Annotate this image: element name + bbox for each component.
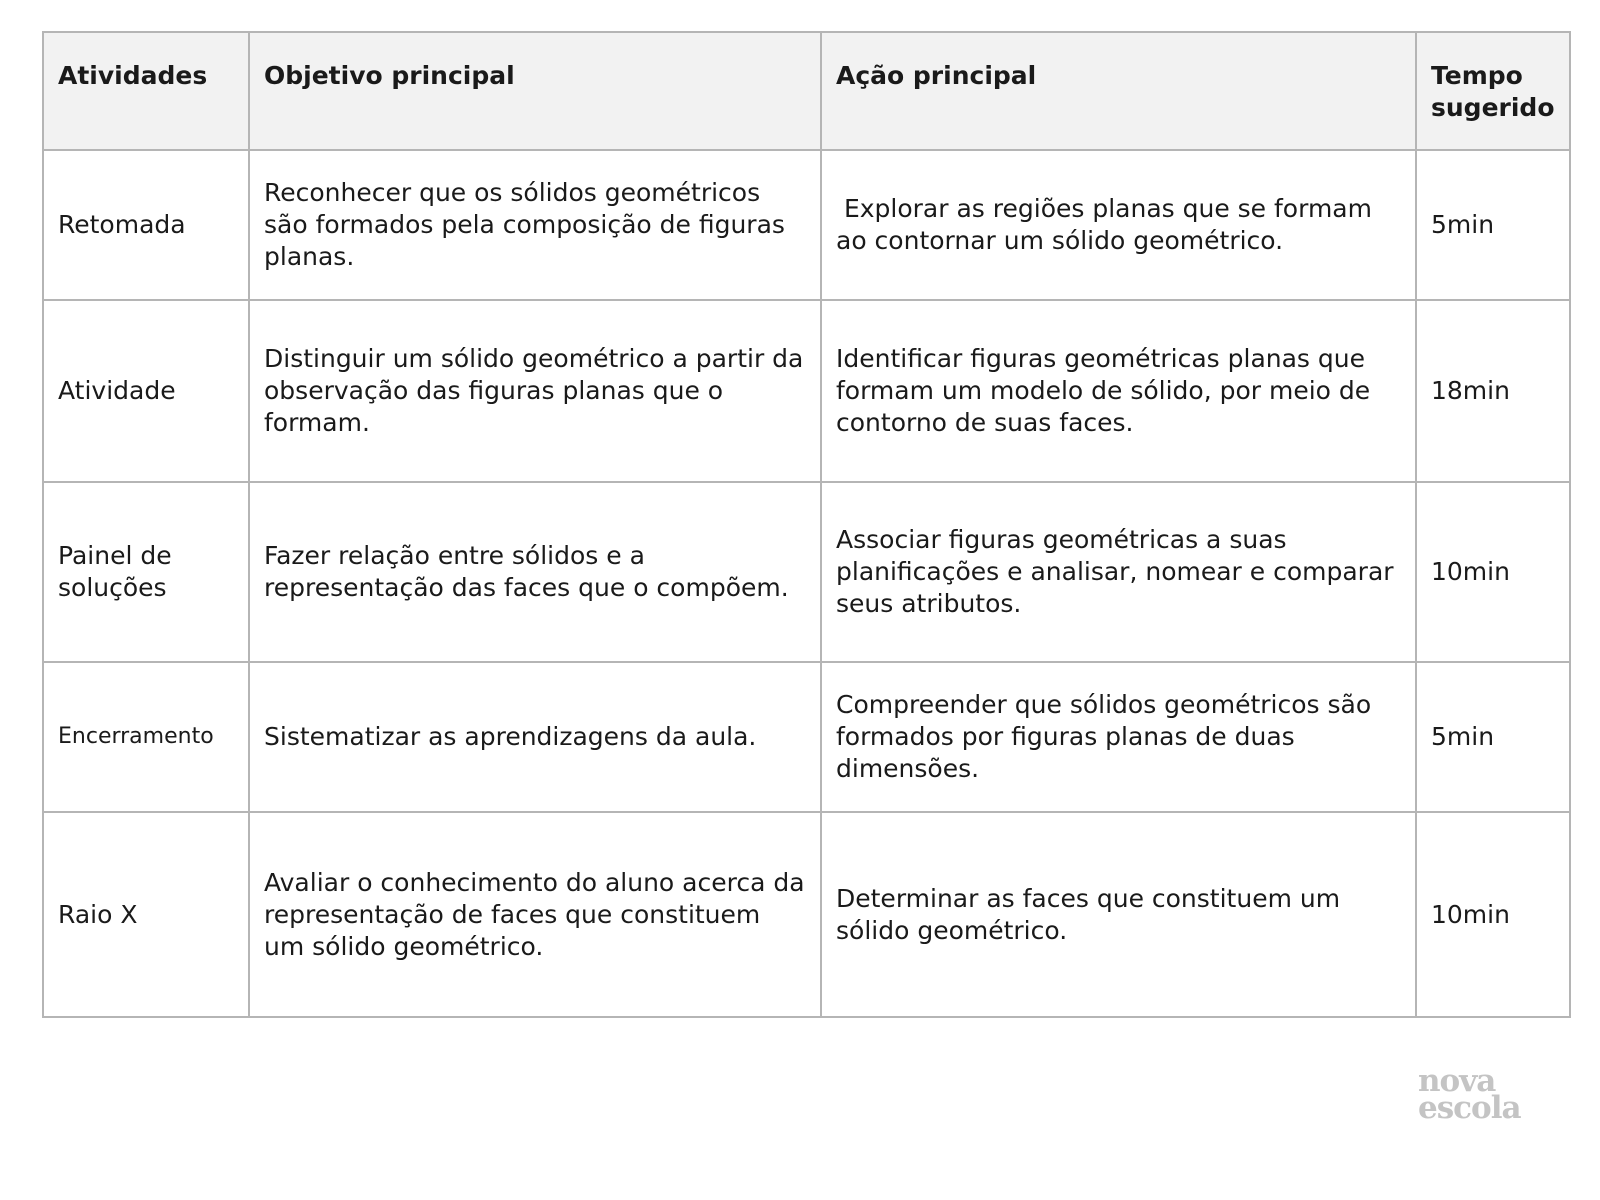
cell-acao: Identificar figuras geométricas planas que formam um modelo de sólido, por meio de contorno de suas faces. xyxy=(821,300,1416,482)
cell-atividade: Encerramento xyxy=(43,662,249,812)
cell-acao: Compreender que sólidos geométricos são formados por figuras planas de duas dimensões. xyxy=(821,662,1416,812)
cell-tempo: 10min xyxy=(1416,812,1570,1017)
cell-tempo: 5min xyxy=(1416,662,1570,812)
cell-atividade: Raio X xyxy=(43,812,249,1017)
header-acao-principal: Ação principal xyxy=(821,32,1416,150)
cell-objetivo: Fazer relação entre sólidos e a representação das faces que o compõem. xyxy=(249,482,821,662)
table-row xyxy=(43,662,1570,812)
cell-tempo: 18min xyxy=(1416,300,1570,482)
cell-atividade: Retomada xyxy=(43,150,249,300)
cell-acao: Explorar as regiões planas que se formam ao contornar um sólido geométrico. xyxy=(821,150,1416,300)
table-row xyxy=(43,150,1570,300)
cell-tempo: 10min xyxy=(1416,482,1570,662)
header-atividades: Atividades xyxy=(43,32,249,150)
header-objetivo-principal: Objetivo principal xyxy=(249,32,821,150)
header-tempo-sugerido: Tempo sugerido xyxy=(1416,32,1570,150)
cell-atividade: Painel de soluções xyxy=(43,482,249,662)
cell-objetivo: Distinguir um sólido geométrico a partir da observação das figuras planas que o formam. xyxy=(249,300,821,482)
cell-objetivo: Avaliar o conhecimento do aluno acerca da representação de faces que constituem um sólido geométrico. xyxy=(249,812,821,1017)
cell-atividade: Atividade xyxy=(43,300,249,482)
lesson-plan-table xyxy=(42,31,1571,1018)
cell-acao: Associar figuras geométricas a suas planificações e analisar, nomear e comparar seus atributos. xyxy=(821,482,1416,662)
logo-line-1: nova xyxy=(1418,1063,1496,1099)
cell-acao: Determinar as faces que constituem um sólido geométrico. xyxy=(821,812,1416,1017)
table-row xyxy=(43,300,1570,482)
cell-tempo: 5min xyxy=(1416,150,1570,300)
cell-objetivo: Reconhecer que os sólidos geométricos são formados pela composição de figuras planas. xyxy=(249,150,821,300)
cell-objetivo: Sistematizar as aprendizagens da aula. xyxy=(249,662,821,812)
table-row xyxy=(43,482,1570,662)
nova-escola-logo xyxy=(1418,1063,1521,1126)
table-row xyxy=(43,812,1570,1017)
logo-line-2: escola xyxy=(1418,1090,1521,1126)
table-header-row xyxy=(43,32,1570,150)
